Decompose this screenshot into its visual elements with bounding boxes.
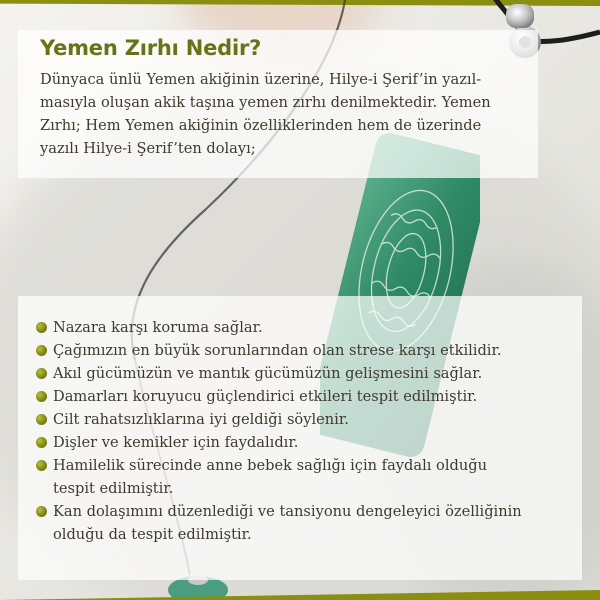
intro-line: yazılı Hilye-i Şerif’ten dolayı;	[40, 140, 256, 157]
list-item-continuation: olduğu da tespit edilmiştir.	[53, 526, 252, 543]
list-item-text: Akıl gücümüzün ve mantık gücümüzün gelişmesini sağlar.	[53, 365, 483, 382]
list-item	[36, 339, 576, 362]
intro-line: Dünyaca ünlü Yemen akiğinin üzerine, Hilye-i Şerif’in yazıl-	[40, 71, 482, 88]
bullet-icon	[36, 506, 47, 517]
bullet-icon	[36, 437, 47, 448]
list-item-text: Kan dolaşımını düzenlediği ve tansiyonu dengeleyici özelliğinin	[53, 503, 522, 520]
bullet-icon	[36, 391, 47, 402]
list-item-text: Nazara karşı koruma sağlar.	[53, 319, 263, 336]
list-item	[36, 431, 576, 454]
list-item-text: Hamilelik sürecinde anne bebek sağlığı için faydalı olduğu	[53, 457, 487, 474]
list-item-text: Damarları koruyucu güçlendirici etkileri tespit edilmiştir.	[53, 388, 478, 405]
bullet-icon	[36, 460, 47, 471]
list-item-text: Dişler ve kemikler için faydalıdır.	[53, 434, 299, 451]
list-item	[36, 362, 576, 385]
bullet-icon	[36, 345, 47, 356]
list-item	[36, 385, 576, 408]
list-item	[36, 408, 576, 431]
list-item-text: Çağımızın en büyük sorunlarından olan strese karşı etkilidir.	[53, 342, 502, 359]
benefits-list	[36, 316, 576, 546]
intro-line: Zırhı; Hem Yemen akiğinin özelliklerinden hem de üzerinde	[40, 117, 482, 134]
intro-line: masıyla oluşan akik taşına yemen zırhı denilmektedir. Yemen	[40, 94, 491, 111]
list-item-continuation: tespit edilmiştir.	[53, 480, 174, 497]
list-item	[36, 500, 576, 546]
list-item-text: Cilt rahatsızlıklarına iyi geldiği söylenir.	[53, 411, 349, 428]
intro-paragraph	[40, 68, 530, 160]
page-title: Yemen Zırhı Nedir?	[40, 36, 262, 60]
list-item	[36, 316, 576, 339]
bullet-icon	[36, 322, 47, 333]
bullet-icon	[36, 414, 47, 425]
bullet-icon	[36, 368, 47, 379]
list-item	[36, 454, 576, 500]
